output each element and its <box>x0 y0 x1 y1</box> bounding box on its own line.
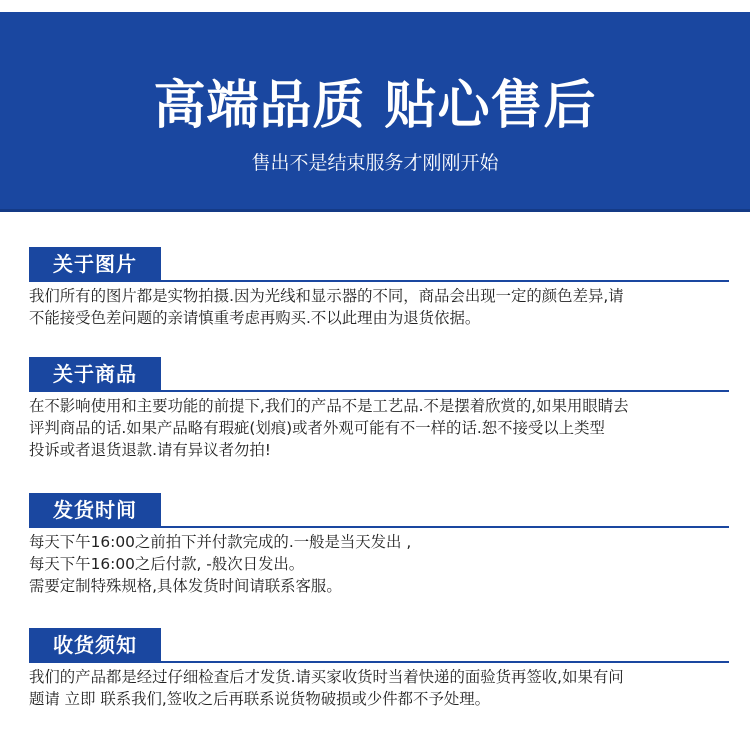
header-banner <box>0 12 750 212</box>
section-heading-bar <box>29 493 729 527</box>
section-about-products <box>29 357 729 461</box>
heading-underline <box>29 280 729 282</box>
section-body <box>29 531 729 597</box>
section-heading-bar <box>29 357 729 391</box>
heading-underline <box>29 526 729 528</box>
body-line: 投诉或者退货退款.请有异议者勿拍! <box>29 441 271 459</box>
body-line: 不能接受色差问题的亲请慎重考虑再购买.不以此理由为退货依据。 <box>29 309 481 327</box>
body-line: 每天下午16:00之前拍下并付款完成的.一般是当天发出 , <box>29 533 412 551</box>
body-line: 在不影响使用和主要功能的前提下,我们的产品不是工艺品.不是摆着欣赏的,如果用眼睛去 <box>29 397 629 415</box>
section-about-images <box>29 247 729 329</box>
section-heading: 发货时间 <box>29 493 161 527</box>
heading-underline <box>29 661 729 663</box>
body-line: 需要定制特殊规格,具体发货时间请联系客服。 <box>29 577 342 595</box>
body-line: 我们所有的图片都是实物拍摄.因为光线和显示器的不同，商品会出现一定的颜色差异,请 <box>29 287 624 305</box>
section-heading: 收货须知 <box>29 628 161 662</box>
body-line: 评判商品的话.如果产品略有瑕疵(划痕)或者外观可能有不一样的话.恕不接受以上类型 <box>29 419 605 437</box>
section-heading: 关于图片 <box>29 247 161 281</box>
section-body <box>29 285 729 329</box>
body-line: 每天下午16:00之后付款, -般次日发出。 <box>29 555 305 573</box>
banner-title: 高端品质 贴心售后 <box>153 76 597 136</box>
heading-underline <box>29 390 729 392</box>
section-shipping-time <box>29 493 729 597</box>
section-body <box>29 395 729 461</box>
section-receiving-notice <box>29 628 729 710</box>
section-heading-bar <box>29 247 729 281</box>
body-line: 我们的产品都是经过仔细检查后才发货.请买家收货时当着快递的面验货再签收,如果有问 <box>29 668 624 686</box>
section-heading-bar <box>29 628 729 662</box>
section-body <box>29 666 729 710</box>
body-line: 题请 立即 联系我们,签收之后再联系说货物破损或少件都不予处理。 <box>29 690 491 708</box>
banner-subtitle: 售出不是结束服务才刚刚开始 <box>251 152 499 174</box>
section-heading: 关于商品 <box>29 357 161 391</box>
